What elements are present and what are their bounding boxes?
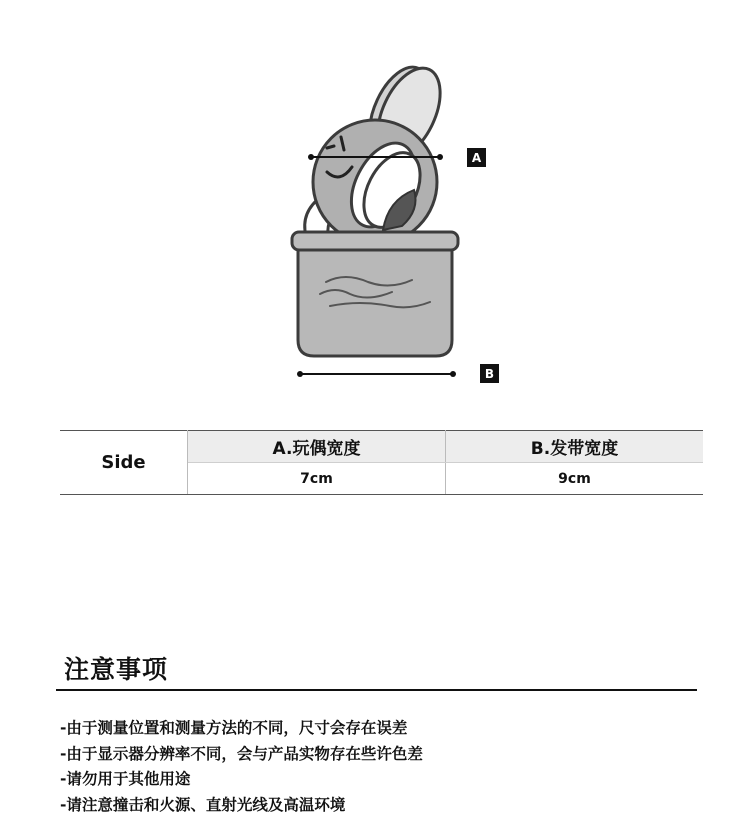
notice-item: -由于显示器分辨率不同，会与产品实物存在些许色差 — [60, 744, 423, 763]
dimension-line-b — [297, 371, 456, 377]
plush-headband-drawing — [0, 0, 750, 400]
notice-item: -请勿用于其他用途 — [60, 770, 191, 788]
headband-rim — [292, 232, 458, 250]
table-value-band-width: 9cm — [558, 470, 591, 487]
product-illustration — [0, 0, 750, 400]
dimension-marker-a: A — [467, 148, 486, 167]
dimension-marker-b: B — [480, 364, 499, 383]
notice-divider — [56, 689, 697, 691]
table-row-label: Side — [101, 451, 146, 473]
notice-title: 注意事项 — [64, 655, 169, 684]
table-header-doll-width: A.玩偶宽度 — [188, 431, 445, 462]
size-table — [60, 430, 703, 495]
notice-item: -请注意撞击和火源、直射光线及高温环境 — [60, 795, 346, 814]
table-header-band-width: B.发带宽度 — [446, 431, 703, 462]
notice-list — [60, 716, 423, 818]
table-value-doll-width: 7cm — [300, 470, 333, 487]
notice-item: -由于测量位置和测量方法的不同，尺寸会存在误差 — [60, 719, 408, 737]
table-bottom-border — [60, 494, 703, 495]
